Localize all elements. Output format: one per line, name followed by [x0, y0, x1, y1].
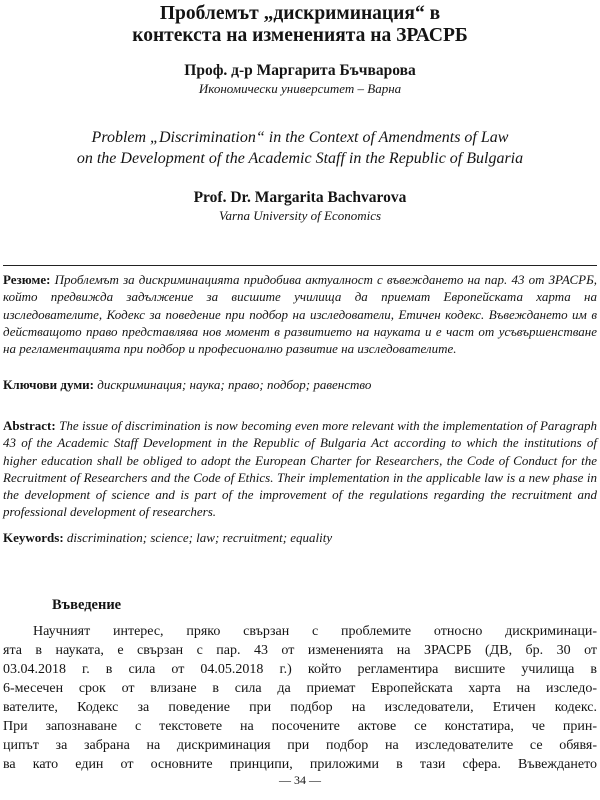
body-line: ва като един от основните принципи, приложими в тази сфера. Въвеждането — [3, 757, 597, 772]
title-line: контекста на измененията на ЗРАСРБ — [132, 25, 468, 46]
keywords-bg-block — [3, 376, 597, 393]
abstract-block — [3, 417, 597, 521]
body-line: вателите, Кодекс за поведение при подбор на изследователи, Етичен кодекс. — [3, 700, 597, 715]
resume-label: Резюме: — [3, 272, 51, 287]
keywords-bg-label: Ключови думи: — [3, 377, 95, 392]
author-name-en: Prof. Dr. Margarita Bachvarova — [193, 189, 407, 206]
body-line: ципът за забрана на дискриминация при подбор на изследователите се обявя- — [3, 738, 597, 753]
body-line: При запознаване с текстовете на посочените актове се констатира, че прин- — [3, 719, 597, 734]
paper-title-bg — [0, 3, 600, 47]
paper-title-en — [0, 127, 600, 169]
keywords-en-label: Keywords: — [3, 530, 64, 545]
section-heading: Въведение — [52, 597, 122, 613]
keywords-en-block — [3, 529, 597, 546]
keywords-en-text: discrimination; science; law; recruitment; equality — [66, 530, 333, 545]
body-line: ята в науката, е свързан с пар. 43 от измененията на ЗРАСРБ (ДВ, бр. 30 от — [3, 643, 597, 658]
keywords-bg-text: дискриминация; наука; право; подбор; равенство — [97, 377, 372, 392]
resume-text: Проблемът за дискриминацията придобива актуалност с въвеждането на пар. 43 от ЗРАСРБ, който предвижда задължение за висшите училища да приемат Европейската харта на изследователите, Кодекс за поведение при подбор на изследователи, Етичен кодекс. Въвеждането им в действащото право представлява нов момент в развитието на науката и е част от усъвършенстване на регламентацията при подбор и професионално развитие на изследователите. — [3, 272, 598, 357]
abstract-text: The issue of discrimination is now becoming even more relevant with the implementation of Paragraph 43 of the Academic Staff Development in the Republic of Bulgaria Act according to which the institutions of higher education shall be obliged to adopt the European Charter for Researchers, the Code of Conduct for the Recruitment of Researchers and the Code of Ethics. Their implementation in the applicable law is a new phase in the development of science and is part of the improvement of the regulations regarding the recruitment and professional development of researchers. — [3, 418, 598, 520]
affiliation-bg: Икономически университет – Варна — [198, 81, 402, 96]
body-line: 03.04.2018 г. в сила от 04.05.2018 г.) който регламентира висшите училища в — [3, 662, 597, 677]
affiliation-en: Varna University of Economics — [218, 208, 382, 223]
title-line: Проблемът „дискриминация“ в — [159, 3, 441, 24]
author-name-bg: Проф. д-р Маргарита Бъчварова — [184, 62, 416, 79]
title-line: on the Development of the Academic Staff in the Republic of Bulgaria — [76, 150, 524, 167]
page-number: — 34 — — [279, 773, 321, 787]
body-line: 6-месечен срок от влизане в сила да приемат Европейската харта на изследо- — [3, 681, 597, 696]
title-line: Problem „Discrimination“ in the Context of Amendments of Law — [91, 129, 509, 146]
body-line: Научният интерес, пряко свързан с проблемите относно дискриминаци- — [33, 624, 597, 639]
resume-block — [3, 271, 597, 357]
body-paragraph — [3, 622, 597, 774]
section-divider — [3, 265, 597, 266]
abstract-label: Abstract: — [3, 418, 56, 433]
